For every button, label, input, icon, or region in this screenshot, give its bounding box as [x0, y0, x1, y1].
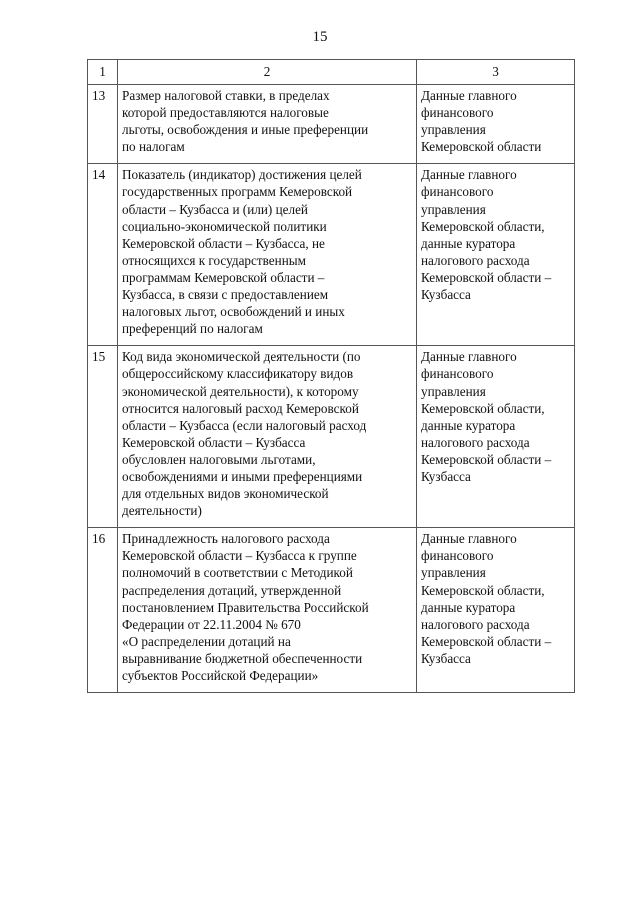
row-source — [417, 164, 575, 346]
row-source-text: Данные главного финансового управления Кемеровской области, данные куратора налогового расхода Кемеровской области – Кузбасса — [421, 531, 552, 666]
row-number: 16 — [88, 528, 118, 693]
row-source-text: Данные главного финансового управления Кемеровской области, данные куратора налогового расхода Кемеровской области – Кузбасса — [421, 167, 552, 303]
row-number: 14 — [88, 164, 118, 346]
row-source-text: Данные главного финансового управления Кемеровской области — [421, 88, 542, 155]
row-number: 15 — [88, 346, 118, 528]
column-header-3: 3 — [417, 60, 575, 85]
page-number: 15 — [312, 29, 328, 45]
row-source — [417, 346, 575, 528]
table-row — [88, 346, 575, 528]
table-row — [88, 528, 575, 693]
row-source — [417, 528, 575, 693]
row-description — [118, 528, 417, 693]
row-description — [118, 85, 417, 164]
row-number: 13 — [88, 85, 118, 164]
row-source — [417, 85, 575, 164]
data-table — [87, 59, 575, 693]
row-description-text: Показатель (индикатор) достижения целей государственных программ Кемеровской области – Кузбасса и (или) целей социально-экономической политики Кемеровской области – Кузбасса, не относящихся к государственным программам Кемеровской области – Кузбасса, в связи с предоставлением налоговых льгот, освобождений и иных преференций по налогам — [122, 167, 362, 337]
row-description-text: Размер налоговой ставки, в пределах которой предоставляются налоговые льготы, освобождения и иные преференции по налогам — [122, 88, 369, 155]
row-description — [118, 346, 417, 528]
column-header-2: 2 — [118, 60, 417, 85]
table-row — [88, 164, 575, 346]
row-description-text: Код вида экономической деятельности (по общероссийскому классификатору видов экономической деятельности), к которому относится налоговый расход Кемеровской области – Кузбасса (если налоговый расход Кемеровской области – Кузбасса обусловлен налоговыми льготами, освобождениями и иными преференциями для отдельных видов экономической деятельности) — [122, 349, 367, 519]
row-description — [118, 164, 417, 346]
column-header-1: 1 — [88, 60, 118, 85]
table-row — [88, 85, 575, 164]
row-source-text: Данные главного финансового управления Кемеровской области, данные куратора налогового расхода Кемеровской области – Кузбасса — [421, 349, 552, 484]
table-header-row — [88, 60, 575, 85]
row-description-text: Принадлежность налогового расхода Кемеровской области – Кузбасса к группе полномочий в соответствии с Методикой распределения дотаций, утвержденной постановлением Правительства Российской Федерации от 22.11.2004 № 670 «О распределении дотаций на выравнивание бюджетной обеспеченности субъектов Российской Федерации» — [122, 531, 369, 683]
